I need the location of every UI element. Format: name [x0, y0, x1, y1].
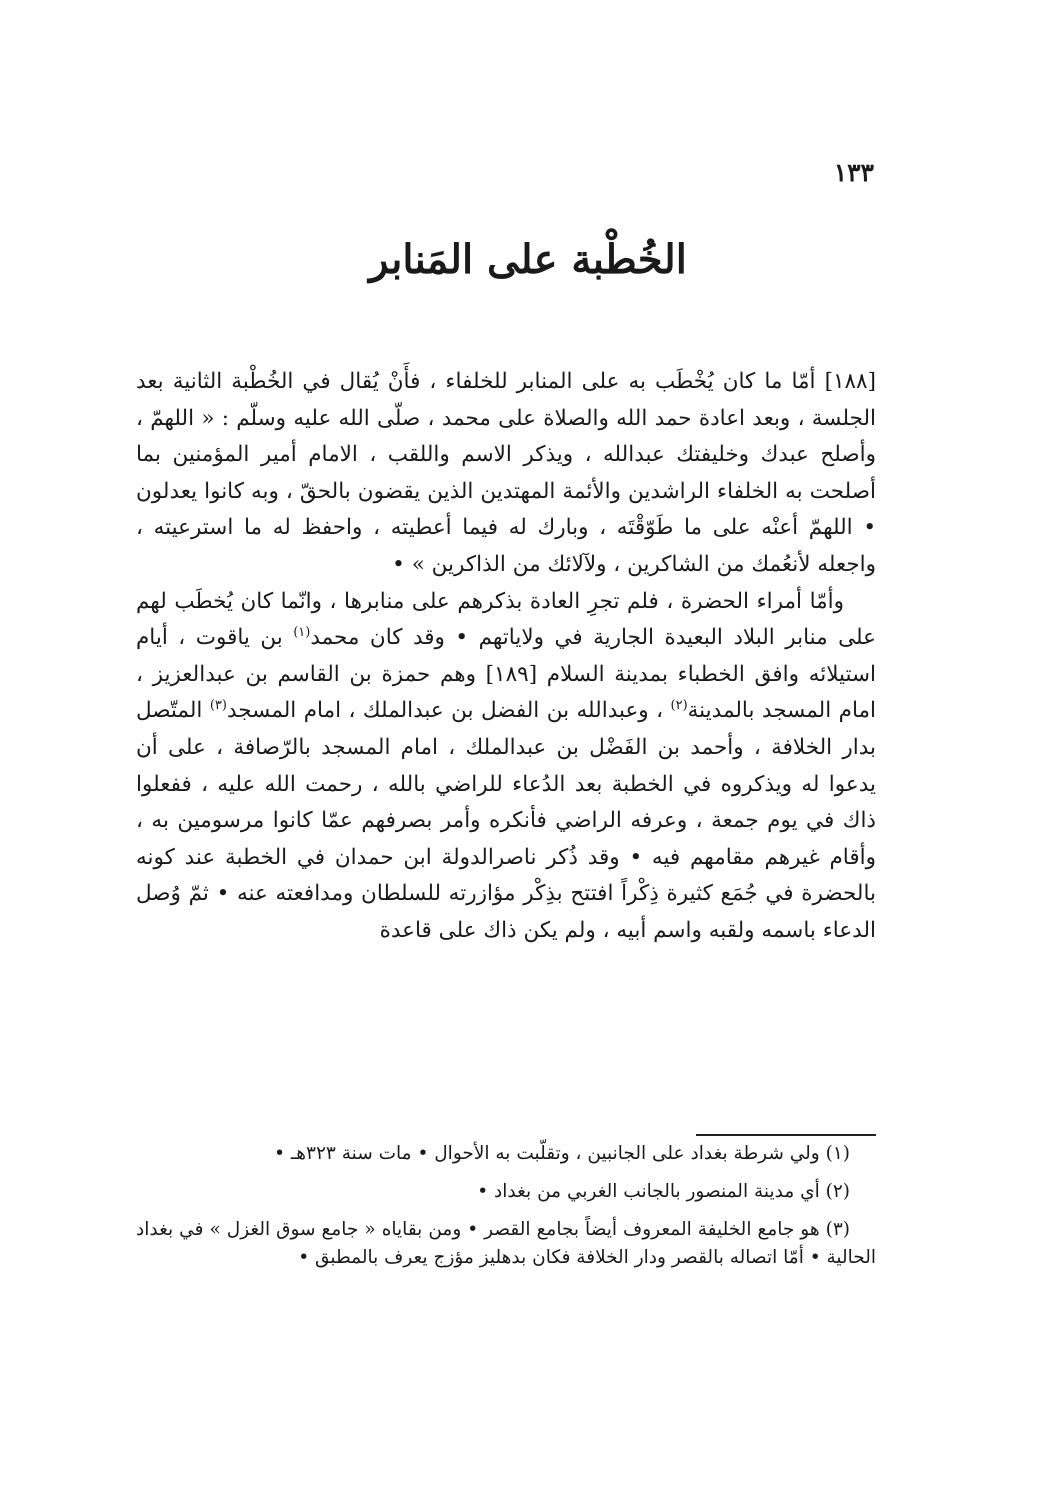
paragraph-text-part: المتّصل بدار الخلافة ، وأحمد بن الفَضْل بن عبدالملك ، امام المسجد بالرّصافة ، على أن يدعوا له ويذكروه في الخطبة بعد الدُعاء للراضي بالله ، رحمت الله عليه ، ففعلوا ذاك في يوم جمعة ، وعرفه الراضي فأنكره وأمر بصرفهم عمّا كانوا مرسومين به ، وأقام غيرهم مقامهم فيه • وقد ذُكر ناصرالدولة ابن حمدان في الخطبة عند كونه بالحضرة في جُمَع كثيرة ذِكْراً افتتح بذِكْر مؤازرته للسلطان ومدافعته عنه • ثمّ وُصل الدعاء باسمه ولقبه واسم أبيه ، ولم يكن ذاك على قاعدة	[136, 698, 876, 943]
paragraph-emirs-sermon	[136, 584, 876, 950]
footnote-3: (٣) هو جامع الخليفة المعروف أيضاً بجامع القصر • ومن بقاياه « جامع سوق الغزل » في بغداد الحالية • أمّا اتصاله بالقصر ودار الخلافة فكان بدهليز مؤزج يعرف بالمطبق •	[136, 1219, 876, 1268]
paragraph-caliphs-sermon: [١٨٨] أمّا ما كان يُخْطَب به على المنابر للخلفاء ، فأَنْ يُقال في الخُطْبة الثانية بعد الجلسة ، وبعد اعادة حمد الله والصلاة على محمد ، صلّى الله عليه وسلّم : « اللهمّ ، وأصلح عبدك وخليفتك عبدالله ، ويذكر الاسم واللقب ، الامام أمير المؤمنين بما أصلحت به الخلفاء الراشدين والأئمة المهتدين الذين يقضون بالحقّ ، وبه كانوا يعدلون • اللهمّ أعنْه على ما طَوّقْتَه ، وبارك له فيما أعطيته ، واحفظ له ما استرعيته ، واجعله لأنعُمك من الشاكرين ، ولآلائك من الذاكرين » •	[136, 369, 876, 577]
footnote-1: (١) ولي شرطة بغداد على الجانبين ، وتقلّبت به الأحوال • مات سنة ٣٢٣هـ •	[274, 1143, 850, 1164]
footnote-2: (٢) أي مدينة المنصور بالجانب الغربي من بغداد •	[477, 1181, 850, 1202]
footnote-reference-2: (٢)	[670, 698, 688, 714]
body-text	[136, 364, 876, 950]
footnote-separator	[696, 1134, 876, 1136]
paragraph-text-part: بن ياقوت ، أيام استيلائه وافق الخطباء بمدينة السلام [١٨٩] وهم حمزة بن القاسم بن عبدالعزيز ، امام المسجد بالمدينة	[136, 625, 877, 724]
page-number: ١٣٣	[833, 158, 874, 187]
paragraph-text-part: وأمّا أمراء الحضرة ، فلم تجرِ العادة بذكرهم على منابرها ، وانّما كان يُخطَب لهم على منابر البلاد البعيدة الجارية في ولاياتهم • وقد كان محمد	[136, 588, 877, 651]
footnote-reference-1: (١)	[293, 625, 311, 640]
footnote-reference-3: (٣)	[209, 698, 227, 714]
footnotes	[136, 1140, 876, 1282]
chapter-title: الخُطْبة على المَنابر	[369, 236, 687, 283]
paragraph-text-part: ، وعبدالله بن الفضل بن عبدالملك ، امام المسجد	[226, 698, 671, 724]
